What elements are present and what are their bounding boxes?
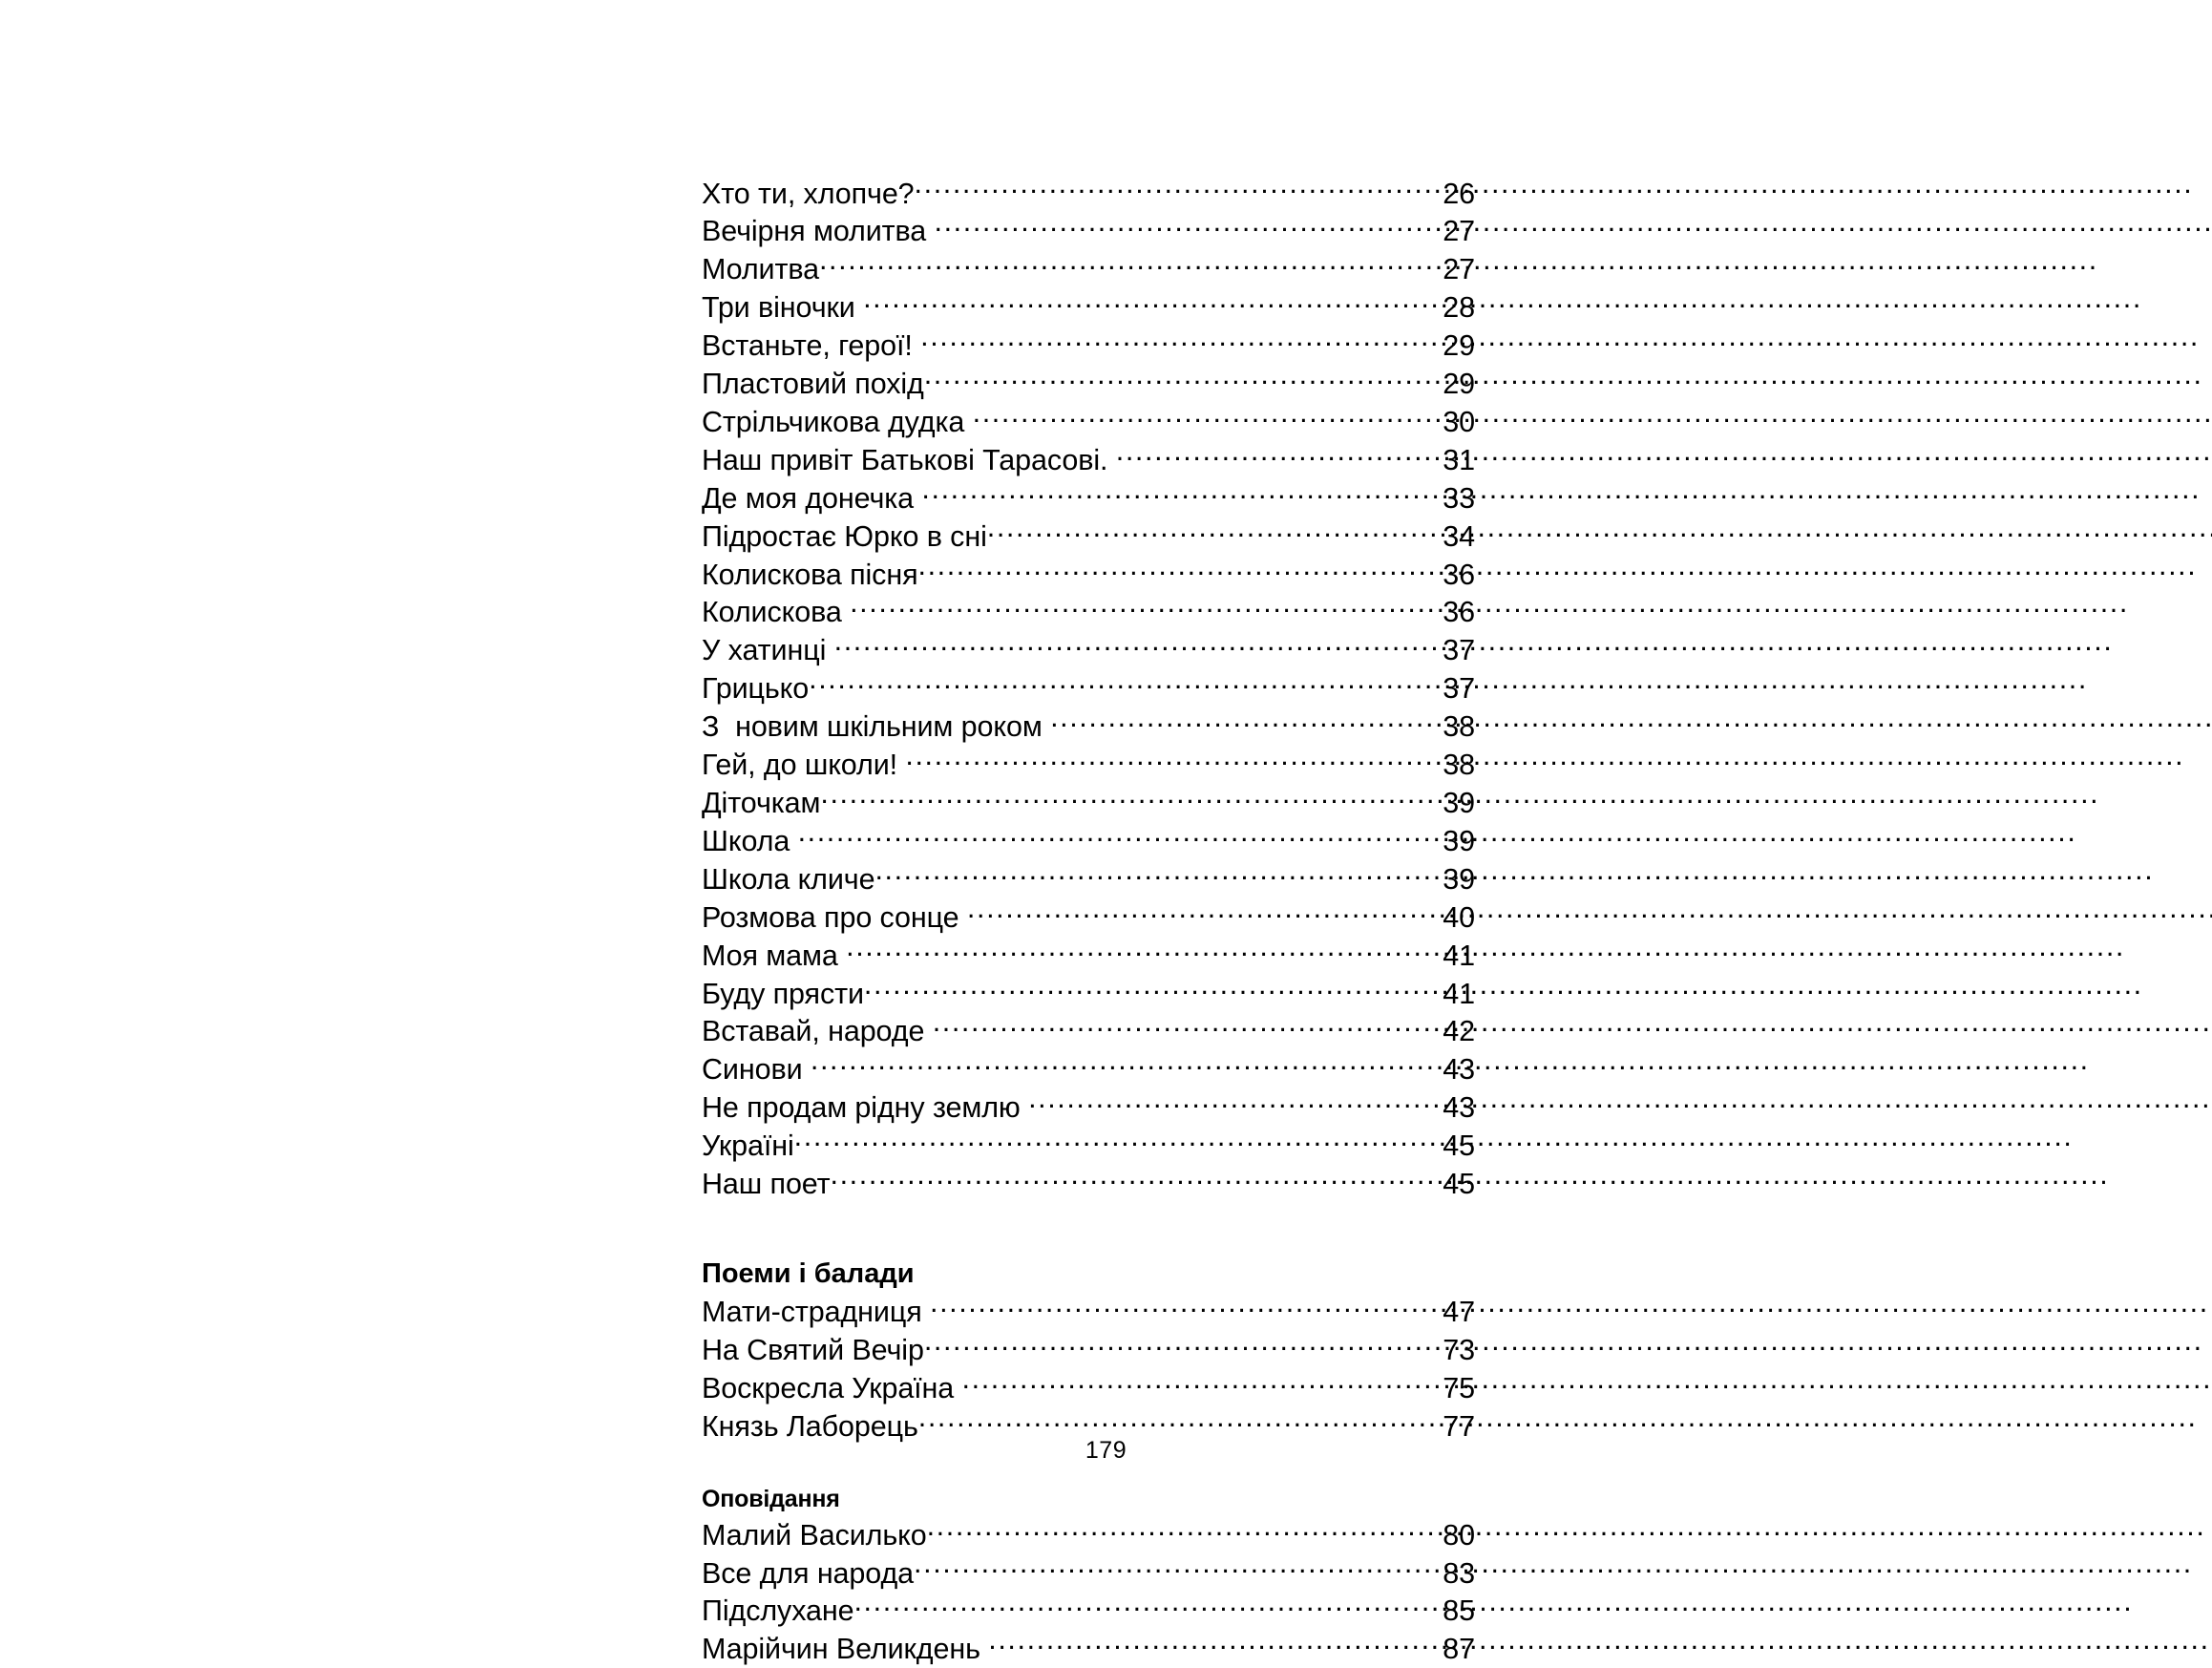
toc-entry-title: Колискова пісня bbox=[702, 558, 918, 591]
toc-entry-title: Гей, до школи! bbox=[702, 749, 898, 782]
toc-entry-title: Розмова про сонце bbox=[702, 900, 959, 934]
toc-entry-title: Князь Лаборець bbox=[702, 1409, 918, 1443]
toc-entry-page-number: 27 bbox=[1443, 215, 1475, 248]
toc-entry-title: Хто ти, хлопче? bbox=[702, 177, 915, 210]
toc-entry-page-number: 38 bbox=[1443, 749, 1475, 782]
toc-entry-title: Пластовий похід bbox=[702, 368, 924, 401]
toc-entry-page-number: 36 bbox=[1443, 596, 1475, 629]
toc-entry-title: Моя мама bbox=[702, 939, 838, 972]
toc-entry-title: Стрільчикова дудка bbox=[702, 405, 965, 438]
toc-entry-title: Мати-страдниця bbox=[702, 1295, 922, 1328]
toc-entry-page-number: 37 bbox=[1443, 672, 1475, 706]
toc-dot-leader bbox=[811, 1050, 1443, 1080]
toc-dot-leader bbox=[905, 746, 1443, 775]
toc-dot-leader bbox=[874, 859, 1434, 889]
toc-entry-title: Підростає Юрко в сні bbox=[702, 519, 987, 553]
toc-dot-leader bbox=[831, 1165, 1443, 1194]
toc-entry-page-number: 39 bbox=[1443, 824, 1475, 857]
toc-entry-page-number: 43 bbox=[1443, 1091, 1475, 1125]
toc-entry-title: Грицько bbox=[702, 672, 810, 706]
toc-entry-page-number: 27 bbox=[1443, 253, 1475, 286]
toc-entry-page-number: 85 bbox=[1443, 1594, 1475, 1628]
toc-entry-page-number: 37 bbox=[1443, 634, 1475, 667]
toc-dot-leader bbox=[930, 1292, 1443, 1321]
toc-dot-leader bbox=[915, 174, 1443, 203]
toc-entry-page-number: 29 bbox=[1443, 329, 1475, 363]
toc-entry-page-number: 31 bbox=[1443, 443, 1475, 476]
toc-entry-title: Школа bbox=[702, 824, 790, 857]
toc-entry-title: На Святий Вечір bbox=[702, 1333, 924, 1366]
toc-entry-page-number: 40 bbox=[1443, 900, 1475, 934]
toc-dot-leader bbox=[853, 1592, 1443, 1621]
toc-dot-leader bbox=[918, 555, 1443, 584]
toc-entry-title: Буду прясти bbox=[702, 977, 864, 1010]
toc-dot-leader bbox=[819, 250, 1435, 280]
toc-dot-leader bbox=[920, 327, 1435, 356]
toc-entry-page-number: 33 bbox=[1443, 481, 1475, 515]
toc-dot-leader bbox=[924, 1330, 1443, 1360]
toc-entry-page-number: 39 bbox=[1443, 787, 1475, 819]
toc-entry-title: Вечірня молитва bbox=[702, 215, 927, 248]
toc-dot-leader bbox=[918, 1406, 1443, 1436]
toc-dot-leader bbox=[1116, 440, 1443, 470]
section-heading: Поеми і балади bbox=[702, 1258, 915, 1290]
toc-entry-page-number: 42 bbox=[1443, 1015, 1475, 1048]
toc-entry-page-number: 30 bbox=[1443, 405, 1475, 438]
toc-dot-leader bbox=[914, 1553, 1443, 1583]
toc-dot-leader bbox=[988, 1630, 1443, 1659]
toc-entry-title: Наш привіт Батькові Тарасові. bbox=[702, 443, 1108, 476]
toc-entry-page-number: 80 bbox=[1443, 1518, 1475, 1552]
toc-dot-leader bbox=[962, 1368, 1443, 1398]
toc-dot-leader bbox=[794, 1127, 1443, 1156]
toc-dot-leader bbox=[864, 974, 1443, 1003]
toc-page bbox=[549, 0, 1663, 1666]
toc-entry-title: Синови bbox=[702, 1053, 803, 1087]
toc-dot-leader bbox=[1028, 1088, 1443, 1118]
toc-entry-title: Молитва bbox=[702, 253, 819, 286]
toc-entry[interactable] bbox=[702, 1165, 1475, 1203]
toc-entry-title: Встаньте, герої! bbox=[702, 329, 913, 363]
toc-entry-page-number: 43 bbox=[1443, 1053, 1475, 1087]
toc-entry-title: Марійчин Великдень bbox=[702, 1633, 980, 1666]
toc-entry-page-number: 77 bbox=[1443, 1409, 1475, 1443]
toc-dot-leader bbox=[924, 365, 1435, 394]
toc-entry-title: Малий Василько bbox=[702, 1518, 927, 1552]
toc-dot-leader bbox=[820, 784, 1435, 813]
toc-entry-title: Все для народа bbox=[702, 1556, 915, 1590]
page-folio: 179 bbox=[1085, 1437, 1127, 1464]
toc-entry-title: У хатинці bbox=[702, 634, 827, 667]
toc-entry-page-number: 83 bbox=[1443, 1556, 1475, 1590]
toc-entry-title: Школа кличе bbox=[702, 862, 875, 896]
section-spacer bbox=[702, 1202, 1475, 1256]
toc-entry-page-number: 41 bbox=[1443, 939, 1475, 972]
toc-entry-page-number: 73 bbox=[1443, 1333, 1475, 1366]
toc-dot-leader bbox=[809, 669, 1443, 699]
toc-entry-page-number: 39 bbox=[1443, 862, 1475, 896]
toc-dot-leader bbox=[927, 1515, 1443, 1545]
toc-dot-leader bbox=[967, 897, 1443, 927]
toc-entry-page-number: 87 bbox=[1443, 1633, 1475, 1666]
toc-entry-page-number: 45 bbox=[1443, 1130, 1475, 1163]
toc-entry-page-number: 36 bbox=[1443, 558, 1475, 591]
toc-entry-page-number: 47 bbox=[1443, 1295, 1475, 1328]
toc-entry-page-number: 29 bbox=[1443, 368, 1475, 401]
toc-dot-leader bbox=[1050, 707, 1443, 737]
toc-dot-leader bbox=[935, 212, 1435, 242]
toc-dot-leader bbox=[921, 478, 1434, 508]
toc-dot-leader bbox=[846, 936, 1443, 965]
toc-dot-leader bbox=[863, 288, 1435, 318]
toc-entry-title: Наш поет bbox=[702, 1168, 831, 1201]
toc-dot-leader bbox=[973, 402, 1435, 432]
toc-dot-leader bbox=[834, 631, 1443, 661]
toc-entry-page-number: 45 bbox=[1443, 1168, 1475, 1201]
toc-entry-page-number: 41 bbox=[1443, 977, 1475, 1010]
toc-dot-leader bbox=[933, 1012, 1443, 1042]
toc-entry-page-number: 75 bbox=[1443, 1371, 1475, 1404]
toc-entry-title: Діточкам bbox=[702, 787, 821, 819]
toc-entry-page-number: 34 bbox=[1443, 519, 1475, 553]
toc-entry-title: Воскресла Україна bbox=[702, 1371, 955, 1404]
toc-entry-title: Підслухане bbox=[702, 1594, 854, 1628]
toc-entry-title: Колискова bbox=[702, 596, 842, 629]
toc-entry-page-number: 26 bbox=[1443, 177, 1475, 210]
toc-entry-title: Вставай, народе bbox=[702, 1015, 925, 1048]
toc-entry-title: Україні bbox=[702, 1130, 794, 1163]
toc-dot-leader bbox=[798, 821, 1435, 851]
toc-entry-page-number: 38 bbox=[1443, 710, 1475, 744]
toc-dot-leader bbox=[850, 593, 1443, 623]
toc-entry-title: Три віночки bbox=[702, 291, 855, 325]
toc-entry[interactable] bbox=[702, 1630, 1475, 1668]
section-heading: Оповідання bbox=[702, 1486, 840, 1513]
toc-dot-leader bbox=[987, 517, 1443, 546]
toc-entry-title: З новим шкільним роком bbox=[702, 710, 1043, 744]
toc-entry-title: Де моя донечка bbox=[702, 481, 915, 515]
toc-entry-title: Не продам рідну землю bbox=[702, 1091, 1021, 1125]
toc-entry-page-number: 28 bbox=[1443, 291, 1475, 325]
